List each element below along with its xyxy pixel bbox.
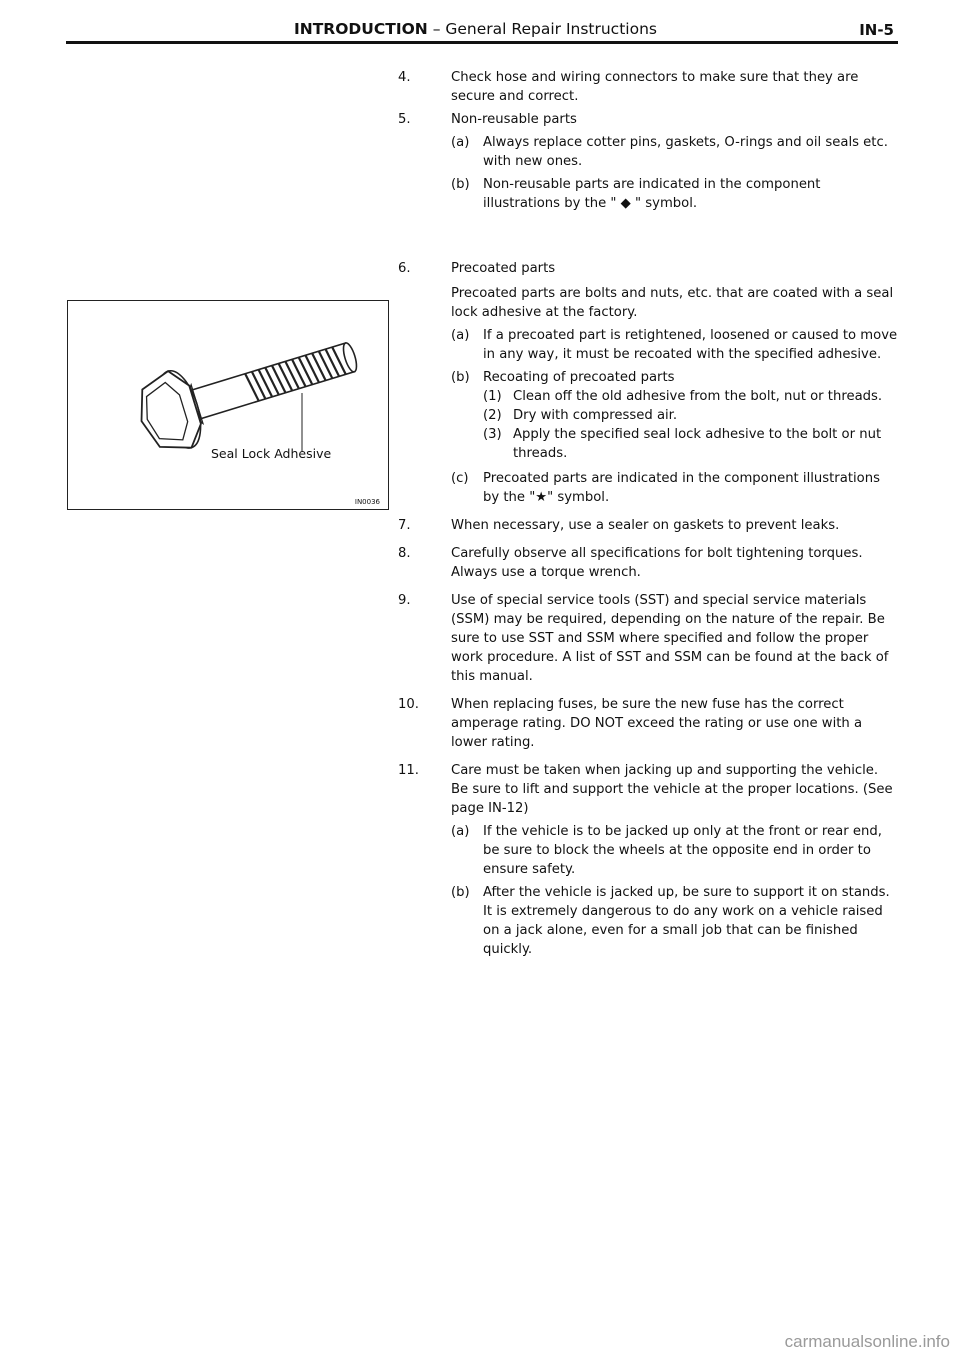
item-number: 8. bbox=[398, 546, 411, 561]
sub-item-5a bbox=[451, 133, 898, 171]
step-label: (3) bbox=[483, 427, 502, 442]
sub-item-6b bbox=[451, 368, 898, 463]
sub-text: After the vehicle is jacked up, be sure to support it on stands. It is extremely dangerous to do any work on a vehicle raised on a jack alone, even for a small job that can be finished quickly. bbox=[483, 885, 890, 957]
header-section: INTRODUCTION bbox=[294, 20, 428, 38]
header-title bbox=[294, 20, 657, 38]
step-text: Dry with compressed air. bbox=[513, 408, 678, 423]
sub-text: Precoated parts are indicated in the component illustrations by the "★" symbol. bbox=[483, 471, 880, 505]
item-intro: Precoated parts are bolts and nuts, etc. that are coated with a seal lock adhesive at the factory. bbox=[451, 286, 894, 320]
item-6 bbox=[398, 259, 898, 507]
page-number: IN-5 bbox=[859, 21, 894, 39]
step-text: Clean off the old adhesive from the bolt, nut or threads. bbox=[513, 389, 883, 404]
item-10 bbox=[398, 695, 898, 752]
sub-label: (b) bbox=[451, 885, 470, 900]
figure-seal-lock-bolt bbox=[67, 300, 389, 510]
step-text: Apply the specified seal lock adhesive to the bolt or nut threads. bbox=[513, 427, 882, 461]
sub-text: Always replace cotter pins, gaskets, O-rings and oil seals etc. with new ones. bbox=[483, 135, 888, 169]
sub-text: If the vehicle is to be jacked up only at the front or rear end, be sure to block the wheels at the opposite end in order to ensure safety. bbox=[483, 824, 882, 877]
item-number: 4. bbox=[398, 70, 411, 85]
item-number: 10. bbox=[398, 697, 419, 712]
page-header bbox=[0, 0, 960, 60]
figure-code: IN0036 bbox=[354, 498, 380, 506]
step-2 bbox=[483, 406, 898, 425]
item-text: Use of special service tools (SST) and special service materials (SSM) may be required, depending on the nature of the repair. Be sure to use SST and SSM where specified and follow the proper work procedure. A list of SST and SSM can be found at the back of this manual. bbox=[451, 593, 889, 684]
item-text: Carefully observe all specifications for bolt tightening torques. Always use a torque wrench. bbox=[451, 546, 863, 580]
item-text: When necessary, use a sealer on gaskets to prevent leaks. bbox=[451, 518, 840, 533]
step-1 bbox=[483, 387, 898, 406]
step-3 bbox=[483, 425, 898, 463]
bolt-illustration bbox=[68, 301, 388, 509]
sub-label: (c) bbox=[451, 471, 469, 486]
item-4 bbox=[398, 68, 898, 106]
sub-text: Recoating of precoated parts bbox=[483, 370, 675, 385]
sub-item-11a bbox=[451, 822, 898, 879]
item-number: 6. bbox=[398, 261, 411, 276]
sub-label: (a) bbox=[451, 824, 470, 839]
item-number: 7. bbox=[398, 518, 411, 533]
item-number: 9. bbox=[398, 593, 411, 608]
sub-label: (a) bbox=[451, 135, 470, 150]
sub-label: (a) bbox=[451, 328, 470, 343]
item-7 bbox=[398, 516, 898, 535]
figure-label: Seal Lock Adhesive bbox=[211, 446, 332, 461]
item-text: When replacing fuses, be sure the new fuse has the correct amperage rating. DO NOT exceed the rating or use one with a lower rating. bbox=[451, 697, 863, 750]
sub-item-6a bbox=[451, 326, 898, 364]
step-label: (1) bbox=[483, 389, 502, 404]
watermark: carmanualsonline.info bbox=[784, 1332, 950, 1351]
item-text: Non-reusable parts bbox=[451, 112, 577, 127]
item-text: Care must be taken when jacking up and supporting the vehicle. Be sure to lift and support the vehicle at the proper locations. (See page IN-12) bbox=[451, 763, 893, 816]
sub-text: Non-reusable parts are indicated in the component illustrations by the " ◆ " symbol. bbox=[483, 177, 821, 211]
sub-label: (b) bbox=[451, 177, 470, 192]
item-number: 5. bbox=[398, 112, 411, 127]
sub-label: (b) bbox=[451, 370, 470, 385]
instructions-list bbox=[398, 68, 898, 959]
item-9 bbox=[398, 591, 898, 686]
header-rule bbox=[66, 41, 898, 44]
item-title: Precoated parts bbox=[451, 261, 556, 276]
item-8 bbox=[398, 544, 898, 582]
item-5 bbox=[398, 110, 898, 213]
header-subtitle: General Repair Instructions bbox=[445, 20, 657, 38]
sub-item-6c bbox=[451, 469, 898, 507]
header-dash: – bbox=[432, 20, 441, 38]
sub-item-5b bbox=[451, 175, 898, 213]
item-text: Check hose and wiring connectors to make sure that they are secure and correct. bbox=[451, 70, 859, 104]
step-label: (2) bbox=[483, 408, 502, 423]
item-number: 11. bbox=[398, 763, 419, 778]
item-11 bbox=[398, 761, 898, 959]
sub-text: If a precoated part is retightened, loosened or caused to move in any way, it must be recoated with the specified adhesive. bbox=[483, 328, 898, 362]
sub-item-11b bbox=[451, 883, 898, 959]
